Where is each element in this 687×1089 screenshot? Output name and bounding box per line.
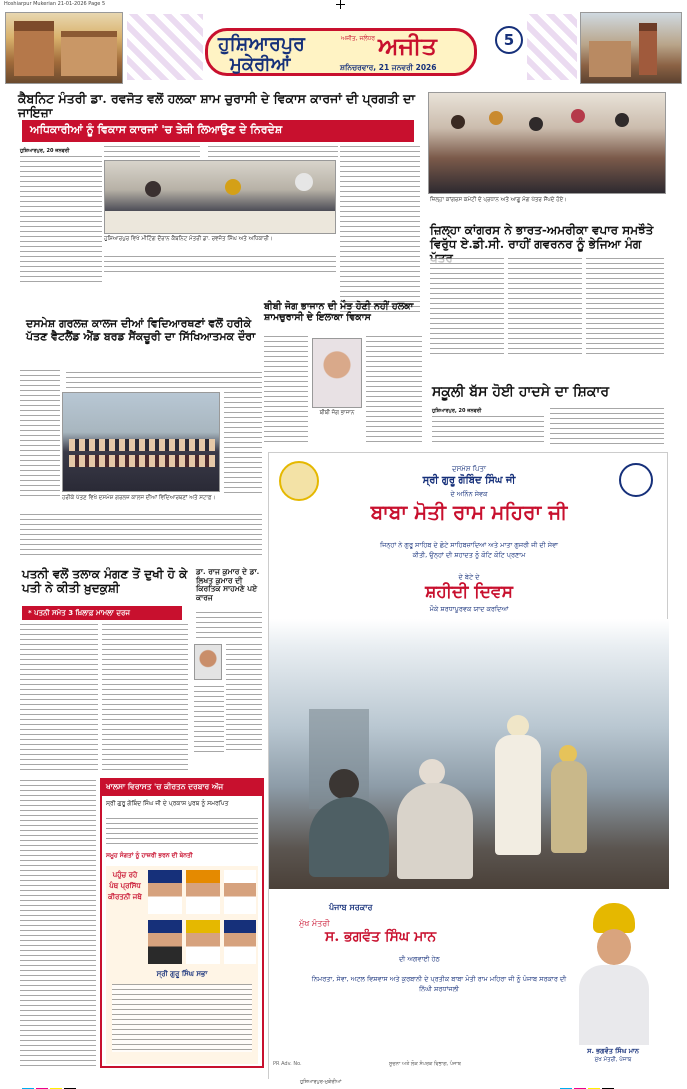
lead-text-col-3 xyxy=(208,146,338,160)
ad-event-subtitle: ਮੌਕੇ ਸ਼ਰਧਾਪੂਰਵਕ ਯਾਦ ਕਰਦਿਆਂ xyxy=(429,605,509,613)
ad-footer-mid: ਸੂਚਨਾ ਅਤੇ ਲੋਕ ਸੰਪਰਕ ਵਿਭਾਗ, ਪੰਜਾਬ xyxy=(389,1061,461,1067)
kirtani-portrait xyxy=(186,920,220,964)
doctor-photo xyxy=(194,644,222,680)
ad-their-label: ਦੇ ਬੇਟੇ ਦੇ xyxy=(458,573,480,581)
decorative-pattern xyxy=(527,14,577,80)
tribute-advertisement xyxy=(268,452,668,1079)
doctor-text-col-1 xyxy=(194,686,224,754)
suicide-tag-band xyxy=(22,606,182,620)
ad-cm-name: ਸ. ਭਗਵੰਤ ਸਿੰਘ ਮਾਨ xyxy=(325,929,437,945)
kirtan-lower-info xyxy=(108,970,256,1058)
ad-guru-name: ਸ੍ਰੀ ਗੁਰੂ ਗੋਬਿੰਦ ਸਿੰਘ ਜੀ xyxy=(422,475,516,486)
doctor-text-top xyxy=(196,612,262,638)
bus-text-col-2 xyxy=(550,408,664,446)
congress-photo-caption: ਜ਼ਿਲ੍ਹਾ ਕਾਂਗਰਸ ਕਮੇਟੀ ਦੇ ਪ੍ਰਧਾਨ ਅਤੇ ਆਗੂ ਮੰਗ ਪੱਤਰ ਸੌਂਪਦੇ ਹੋਏ। xyxy=(430,197,567,203)
left-bottom-text xyxy=(20,780,96,1070)
ad-cm-caption-sub: ਮੁੱਖ ਮੰਤਰੀ, ਪੰਜਾਬ xyxy=(594,1057,632,1063)
kirtan-panel-label: ਪਹੁੰਚ ਰਹੇ ਪੰਥ ਪ੍ਰਸਿੱਧ ਕੀਰਤਨੀ ਜਥੇ xyxy=(108,871,142,902)
edition-name: ਹੁਸ਼ਿਆਰਪੁਰ xyxy=(218,33,305,55)
ad-devotee-label: ਦੇ ਅਨਿੰਨ ਸੇਵਕ xyxy=(450,490,488,498)
edition-subname: ਮੁਕੇਰੀਆਂ xyxy=(230,54,291,75)
lead-text-col-4 xyxy=(340,146,420,316)
obit-text-col-1 xyxy=(264,336,308,442)
color-registration-bar xyxy=(560,1079,616,1089)
painting-sahibzada-1-robe xyxy=(495,735,541,855)
suicide-tag: * ਪਤਨੀ ਸਮੇਤ 3 ਖ਼ਿਲਾਫ਼ ਮਾਮਲਾ ਦਰਜ xyxy=(28,609,130,617)
kirtani-portrait xyxy=(186,870,220,914)
college-text-bottom xyxy=(20,514,262,556)
college-text-col-1 xyxy=(20,370,60,496)
kirtan-heading: ਖਾਲਸਾ ਵਿਰਾਸਤ 'ਚ ਕੀਰਤਨ ਦਰਬਾਰ ਅੱਜ xyxy=(106,782,224,791)
cm-portrait xyxy=(569,899,659,1045)
cm-kurta xyxy=(579,965,649,1045)
print-slug: Hoshiarpur Mukerian 21-01-2026 Page 5 xyxy=(4,1,106,7)
masthead-left-photo xyxy=(5,12,123,84)
college-text-col-3 xyxy=(224,392,262,496)
color-registration-bar xyxy=(22,1079,78,1089)
kirtan-text xyxy=(106,818,258,848)
kirtan-advertisement xyxy=(100,778,264,1068)
lead-photo xyxy=(104,160,336,234)
print-slug-bar xyxy=(0,0,687,9)
paper-name: ਅਜੀਤ xyxy=(378,31,437,60)
lead-subhead-band xyxy=(22,120,414,142)
kirtani-portrait xyxy=(148,920,182,964)
college-group-photo xyxy=(62,392,220,492)
cm-face xyxy=(597,929,631,965)
kirtan-lower-text xyxy=(112,984,252,1052)
obit-text-col-2 xyxy=(366,336,422,442)
ad-intro-text: ਜਿਨ੍ਹਾਂ ਨੇ ਗੁਰੂ ਸਾਹਿਬ ਦੇ ਛੋਟੇ ਸਾਹਿਬਜ਼ਾਦਿਆਂ ਅਤੇ ਮਾਤਾ ਗੁਜਰੀ ਜੀ ਦੀ ਸੇਵਾ ਕੀਤੀ, ਉਨ੍ਹਾਂ ਦੀ ਸ਼ਹਾਦਤ ਨੂੰ ਕੋਟਿ ਕੋਟਿ ਪ੍ਰਣਾਮ xyxy=(380,541,558,559)
painting-mata-ji xyxy=(419,759,445,785)
congress-text-col-1 xyxy=(430,258,504,358)
kirtan-line-2: ਸਮੂਹ ਸੰਗਤਾਂ ਨੂੰ ਹਾਜ਼ਰੀ ਭਰਨ ਦੀ ਬੇਨਤੀ xyxy=(106,852,193,859)
page-footer xyxy=(0,1076,687,1089)
ad-footer-left: PR Adv. No. xyxy=(273,1061,302,1067)
ad-leadership-label: ਦੀ ਅਗਵਾਈ ਹੇਠ xyxy=(399,955,440,963)
bus-text-col-1 xyxy=(432,416,544,446)
painting-figure-body xyxy=(309,797,389,877)
issue-date: ਸ਼ਨਿਚਰਵਾਰ, 21 ਜਨਵਰੀ 2026 xyxy=(340,63,437,72)
lead-text-col-1 xyxy=(20,156,102,284)
kirtan-portrait-panel xyxy=(106,866,258,1064)
obit-headline: ਬੀਬੀ ਜੋਗ ਭਾਜਾਨ ਦੀ ਮੌਤ ਹੋਣੀ ਨਹੀਂ ਹਲਕਾ ਸ਼ਾਮਚੁਰਾਸੀ ਦੇ ਇਲਾਕਾ ਵਿਕਾਸ xyxy=(264,301,414,323)
congress-headline: ਜ਼ਿਲ੍ਹਾ ਕਾਂਗਰਸ ਨੇ ਭਾਰਤ-ਅਮਰੀਕਾ ਵਪਾਰ ਸਮਝੌਤੇ ਵਿਰੁੱਧ ਏ.ਡੀ.ਸੀ. ਰਾਹੀਂ ਗਵਰਨਰ ਨੂੰ ਭੇਜਿਆ ਮੰਗ xyxy=(430,223,654,251)
lead-dateline: ਹੁਸ਼ਿਆਰਪੁਰ, 20 ਜਨਵਰੀ xyxy=(20,148,70,154)
obit-photo-caption: ਬੀਬੀ ਜੋਗ ਭਾਜਾਨ xyxy=(319,410,355,416)
kirtani-portrait xyxy=(224,870,256,914)
congress-text-col-2 xyxy=(508,258,582,358)
college-headline: ਦਸਮੇਸ਼ ਗਰਲਜ਼ ਕਾਲਜ ਦੀਆਂ ਵਿਦਿਆਰਥਣਾਂ ਵਲੋਂ ਹਰੀਕੇ ਪੱਤਣ ਵੈਟਲੈਂਡ ਐਂਡ ਬਰਡ ਸੈਂਕਚੂਰੀ ਦਾ ਸਿੱਖਿਆਤਮਕ ਦੌਰਾ xyxy=(26,317,256,343)
ad-painting xyxy=(269,619,669,889)
bus-headline: ਸਕੂਲੀ ਬੱਸ ਹੋਈ ਹਾਦਸੇ ਦਾ ਸ਼ਿਕਾਰ xyxy=(432,384,610,400)
lead-subhead: ਅਧਿਕਾਰੀਆਂ ਨੂੰ ਵਿਕਾਸ ਕਾਰਜਾਂ 'ਚ ਤੇਜ਼ੀ ਲਿਆਉਣ ਦੇ ਨਿਰਦੇਸ਼ xyxy=(30,123,283,136)
ad-closing-text: ਨਿਮਰਤਾ, ਸੇਵਾ, ਅਟਲ ਵਿਸ਼ਵਾਸ ਅਤੇ ਕੁਰਬਾਨੀ ਦੇ ਪ੍ਰਤੀਕ ਬਾਬਾ ਮੋਤੀ ਰਾਮ ਮਹਿਰਾ ਜੀ ਨੂੰ ਪੰਜਾਬ ਸਰਕਾਰ ਦੀ ਨਿੱਘੀ ਸ਼ਰਧਾਂਜਲੀ xyxy=(311,975,567,993)
painting-mata-ji-robe xyxy=(397,783,473,879)
ad-honoree-name: ਬਾਬਾ ਮੋਤੀ ਰਾਮ ਮਹਿਰਾ ਜੀ xyxy=(370,500,568,524)
suicide-text-col-1 xyxy=(20,624,98,772)
doctor-text-col-2 xyxy=(226,644,262,754)
lead-headline: ਕੈਬਨਿਟ ਮੰਤਰੀ ਡਾ. ਰਵਜੋਤ ਵਲੋਂ ਹਲਕਾ ਸ਼ਾਮ ਚੁਰਾਸੀ ਦੇ ਵਿਕਾਸ ਕਾਰਜਾਂ ਦੀ ਪ੍ਰਗਤੀ ਦਾ ਜਾਇਜ਼ਾ xyxy=(18,91,416,121)
ad-event-title: ਸ਼ਹੀਦੀ ਦਿਵਸ xyxy=(425,582,513,602)
college-photo-caption: ਹਰੀਕੇ ਪੱਤਣ ਵਿਖੇ ਦਸਮੇਸ਼ ਗਰਲਜ਼ ਕਾਲਜ ਦੀਆਂ ਵਿਦਿਆਰਥਣਾਂ ਅਤੇ ਸਟਾਫ਼। xyxy=(62,495,216,501)
ad-govt-section xyxy=(269,889,669,1080)
crop-mark xyxy=(336,4,345,5)
masthead xyxy=(5,12,682,86)
suicide-text-col-2 xyxy=(102,624,188,772)
ad-top-label: ਦਸਮੇਸ਼ ਪਿਤਾ xyxy=(451,465,487,473)
kirtani-portrait xyxy=(224,920,256,964)
ad-cm-caption: ਸ. ਭਗਵੰਤ ਸਿੰਘ ਮਾਨ xyxy=(587,1047,639,1055)
city-label: ਅਜੀਤ, ਜਲੰਧਰ xyxy=(341,35,376,42)
obit-photo xyxy=(312,338,362,408)
suicide-headline: ਪਤਨੀ ਵਲੋਂ ਤਲਾਕ ਮੰਗਣ ਤੋਂ ਦੁਖੀ ਹੋ ਕੇ ਪਤੀ ਨੇ ਕੀਤੀ ਖ਼ੁਦਕੁਸ਼ੀ xyxy=(22,567,188,595)
painting-sahibzada-2-robe xyxy=(551,761,587,853)
kirtani-portrait xyxy=(148,870,182,914)
painting-sahibzada-1 xyxy=(507,715,529,737)
kirtan-heading-band xyxy=(102,780,262,796)
bus-dateline: ਹੁਸ਼ਿਆਰਪੁਰ, 20 ਜਨਵਰੀ xyxy=(432,408,482,414)
lead-text-below xyxy=(104,256,336,276)
page-number-badge: 5 xyxy=(495,26,523,54)
kirtan-line-1: ਸ੍ਰੀ ਗੁਰੂ ਗੋਬਿੰਦ ਸਿੰਘ ਜੀ ਦੇ ਪ੍ਰਕਾਸ਼ ਪੁਰਬ ਨੂੰ ਸਮਰਪਿਤ xyxy=(106,800,229,807)
ad-govt-name: ਪੰਜਾਬ ਸਰਕਾਰ xyxy=(329,902,373,912)
masthead-title-box xyxy=(205,28,477,76)
college-text-top xyxy=(66,372,262,388)
lead-photo-caption: ਹੁਸ਼ਿਆਰਪੁਰ ਵਿਖੇ ਮੀਟਿੰਗ ਦੌਰਾਨ ਕੈਬਨਿਟ ਮੰਤਰੀ ਡਾ. ਰਵਜੋਤ ਸਿੰਘ ਅਤੇ ਅਧਿਕਾਰੀ। xyxy=(104,236,273,242)
decorative-pattern xyxy=(127,14,203,80)
congress-text-col-3 xyxy=(586,258,664,358)
congress-photo xyxy=(428,92,666,194)
painting-figure-kneeling xyxy=(329,769,359,799)
footer-edition: ਹੁਸ਼ਿਆਰਪੁਰ-ਮੁਕੇਰੀਆਂ xyxy=(300,1079,342,1085)
masthead-right-photo xyxy=(580,12,682,84)
ad-cm-label: ਮੁੱਖ ਮੰਤਰੀ xyxy=(299,919,330,928)
kirtan-box-title: ਸ੍ਰੀ ਗੁਰੂ ਸਿੰਘ ਸਭਾ xyxy=(156,969,208,978)
doctor-headline: ਡਾ. ਰਾਜ ਕੁਮਾਰ ਦੇ ਡਾ. ਲਿਖਤ ਕੁਮਾਰ ਦੀ ਕਿਰਤਿਕ ਸਾਹਮਣੇ ਪਏ ਕਾਰਜ xyxy=(196,567,260,602)
